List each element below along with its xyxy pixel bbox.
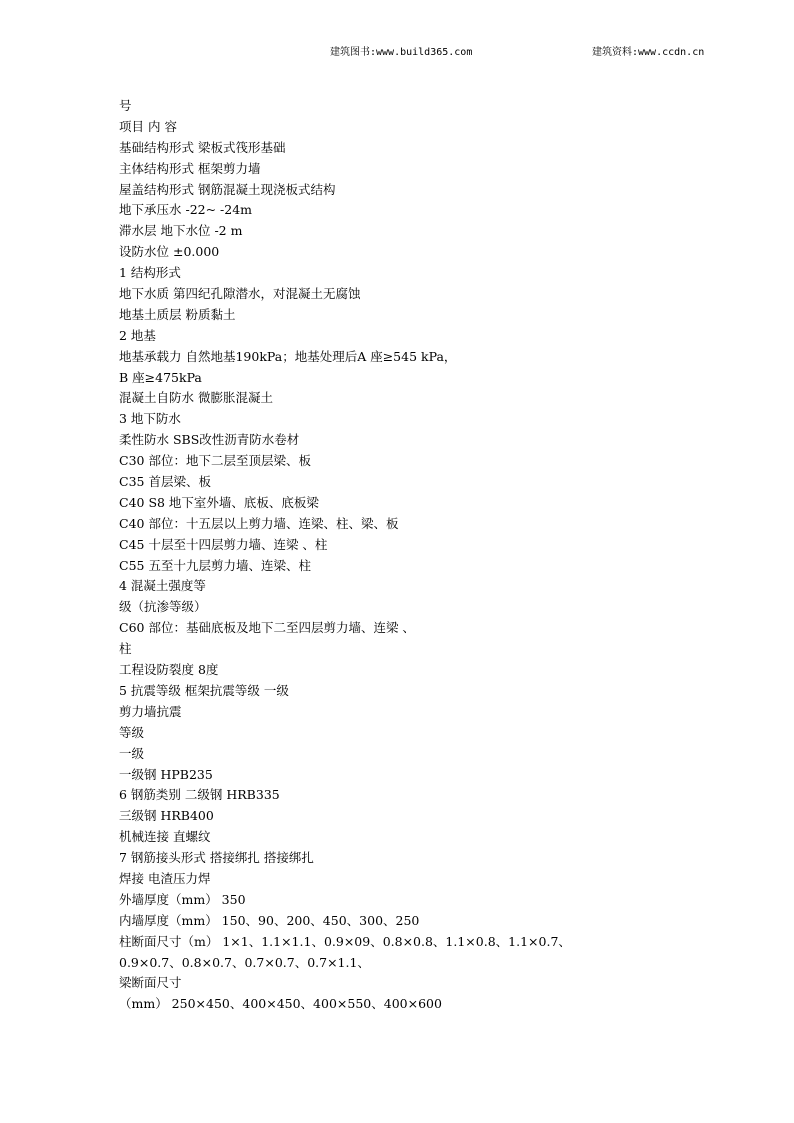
text-line: 混凝土自防水 微膨胀混凝土 bbox=[119, 390, 273, 406]
text-line: C60 部位：基础底板及地下二至四层剪力墙、连梁 、 bbox=[119, 620, 415, 636]
text-line: C40 S8 地下室外墙、底板、底板梁 bbox=[119, 494, 319, 510]
text-line: 柱 bbox=[119, 641, 132, 657]
text-line: 屋盖结构形式 钢筋混凝土现浇板式结构 bbox=[119, 181, 336, 197]
text-line: 工程设防裂度 8度 bbox=[119, 662, 219, 678]
text-line: 号 bbox=[119, 98, 132, 113]
text-line: （mm） 250×450、400×450、400×550、400×600 bbox=[119, 996, 442, 1012]
text-line: C35 首层梁、板 bbox=[119, 474, 211, 490]
text-line: 一级 bbox=[119, 745, 145, 761]
text-line: 机械连接 直螺纹 bbox=[119, 829, 211, 845]
text-line: 基础结构形式 梁板式筏形基础 bbox=[119, 139, 286, 155]
text-line: 1 结构形式 bbox=[119, 265, 181, 281]
text-line: C40 部位：十五层以上剪力墙、连梁、柱、梁、板 bbox=[119, 515, 399, 531]
text-line: 剪力墙抗震 bbox=[119, 703, 182, 719]
text-line: 焊接 电渣压力焊 bbox=[119, 870, 211, 886]
text-line: B 座≥475kPa bbox=[119, 369, 202, 385]
text-line: 等级 bbox=[119, 724, 145, 740]
text-line: 三级钢 HRB400 bbox=[119, 808, 214, 824]
text-line: 主体结构形式 框架剪力墙 bbox=[119, 160, 261, 176]
text-line: 项目 内 容 bbox=[119, 118, 177, 134]
text-line: 滞水层 地下水位 -2 m bbox=[119, 223, 243, 239]
text-line: 柔性防水 SBS改性沥青防水卷材 bbox=[119, 432, 300, 448]
text-line: C30 部位：地下二层至顶层梁、板 bbox=[119, 453, 311, 469]
text-line: 柱断面尺寸（m） 1×1、1.1×1.1、0.9×09、0.8×0.8、1.1×0.8、1.1×0.7、 bbox=[119, 933, 571, 949]
text-line: 设防水位 ±0.000 bbox=[119, 244, 220, 260]
text-line: 0.9×0.7、0.8×0.7、0.7×0.7、0.7×1.1、 bbox=[119, 954, 370, 970]
text-line: 内墙厚度（mm） 150、90、200、450、300、250 bbox=[119, 912, 420, 928]
text-line: 级（抗渗等级） bbox=[119, 599, 207, 615]
text-line: 3 地下防水 bbox=[119, 411, 181, 427]
text-line: 7 钢筋接头形式 搭接绑扎 搭接绑扎 bbox=[119, 850, 314, 866]
text-line: 2 地基 bbox=[119, 327, 156, 343]
header-right-text: 建筑资料:www.ccdn.cn bbox=[592, 47, 705, 58]
document-body bbox=[119, 96, 719, 1015]
text-line: 地下水质 第四纪孔隙潜水，对混凝土无腐蚀 bbox=[119, 286, 361, 302]
text-line: 5 抗震等级 框架抗震等级 一级 bbox=[119, 682, 289, 698]
text-line: C55 五至十九层剪力墙、连梁、柱 bbox=[119, 557, 311, 573]
text-line: 梁断面尺寸 bbox=[119, 975, 182, 991]
text-line: 6 钢筋类别 二级钢 HRB335 bbox=[119, 787, 280, 803]
text-line: 地基土质层 粉质黏土 bbox=[119, 306, 236, 322]
text-line: C45 十层至十四层剪力墙、连梁 、柱 bbox=[119, 536, 328, 552]
text-line: 一级钢 HPB235 bbox=[119, 766, 213, 782]
text-line: 4 混凝土强度等 bbox=[119, 578, 206, 594]
text-line: 地基承载力 自然地基190kPa；地基处理后A 座≥545 kPa， bbox=[119, 348, 457, 364]
header-left-text: 建筑图书:www.build365.com bbox=[330, 47, 473, 58]
text-line: 地下承压水 -22~ -24m bbox=[119, 202, 253, 218]
text-line: 外墙厚度（mm） 350 bbox=[119, 891, 246, 907]
